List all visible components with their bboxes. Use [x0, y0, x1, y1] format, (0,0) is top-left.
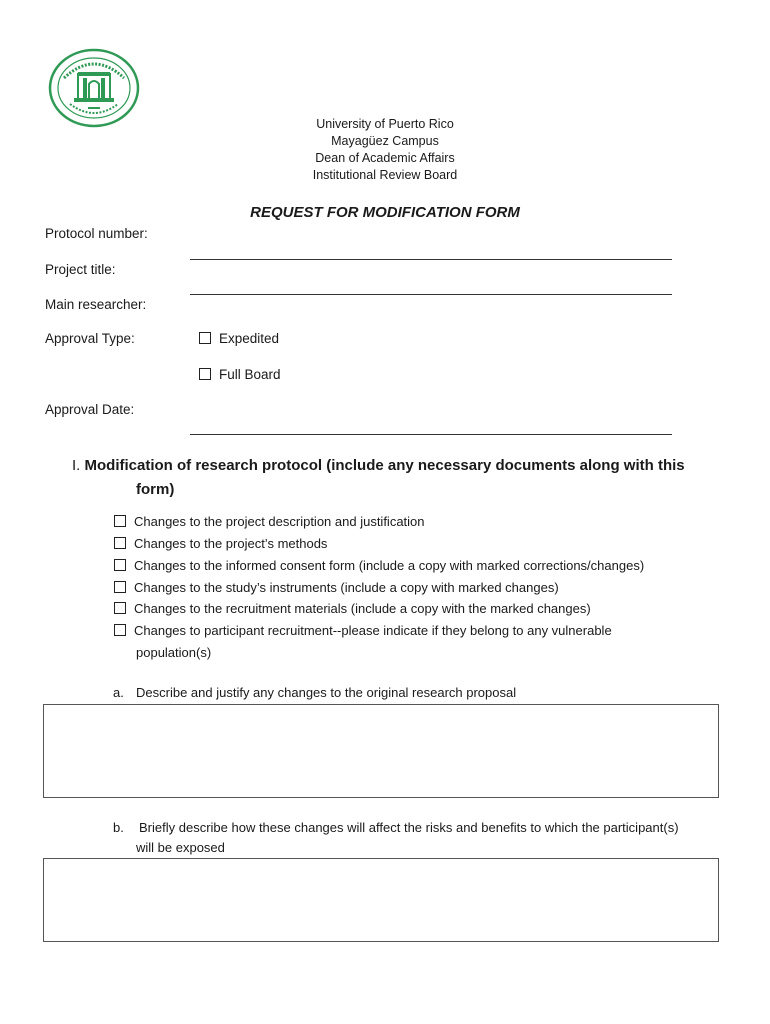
section-1-heading: [72, 454, 712, 502]
form-title: REQUEST FOR MODIFICATION FORM: [250, 204, 520, 221]
project-title-line[interactable]: [190, 294, 672, 295]
change-item[interactable]: [114, 623, 612, 638]
header-dean: Dean of Academic Affairs: [315, 151, 455, 165]
change-item[interactable]: [114, 514, 425, 529]
section-1-number: I.: [72, 457, 81, 474]
approval-date-line[interactable]: [190, 434, 672, 435]
section-1-title-line2: form): [136, 481, 175, 498]
approval-option-full-board[interactable]: [199, 367, 281, 382]
protocol-number-label: Protocol number:: [45, 226, 148, 241]
approval-option-expedited[interactable]: [199, 331, 279, 346]
approval-type-label: Approval Type:: [45, 331, 135, 346]
change-label: Changes to the study’s instruments (include a copy with marked changes): [134, 580, 559, 595]
full-board-label: Full Board: [219, 367, 281, 382]
main-researcher-label: Main researcher:: [45, 297, 147, 312]
question-a-marker: a.: [113, 685, 124, 700]
change-checkbox[interactable]: [114, 537, 126, 549]
question-b-marker: b.: [113, 820, 124, 835]
change-label: Changes to the project description and justification: [134, 514, 425, 529]
approval-date-label: Approval Date:: [45, 402, 135, 417]
change-item[interactable]: [114, 601, 591, 616]
expedited-label: Expedited: [219, 331, 280, 346]
change-checkbox[interactable]: [114, 602, 126, 614]
question-b-text-line2: will be exposed: [136, 840, 225, 855]
answer-a-textarea[interactable]: [43, 704, 719, 798]
answer-b-textarea[interactable]: [43, 858, 719, 942]
seal-icon: [48, 48, 140, 128]
project-title-label: Project title:: [45, 262, 116, 277]
header-irb: Institutional Review Board: [312, 168, 458, 182]
change-checkbox[interactable]: [114, 624, 126, 636]
change-item[interactable]: [114, 536, 327, 551]
question-b-text-line1: Briefly describe how these changes will affect the risks and benefits to which the participant(s): [139, 820, 679, 835]
change-label: Changes to the recruitment materials (include a copy with the marked changes): [134, 601, 591, 616]
change-label: Changes to participant recruitment--please indicate if they belong to any vulnerable: [134, 623, 612, 638]
expedited-checkbox[interactable]: [199, 332, 211, 344]
section-1-title-line1: Modification of research protocol (include any necessary documents along with this: [84, 457, 685, 474]
change-item[interactable]: [114, 558, 644, 573]
change-label: Changes to the project’s methods: [134, 536, 328, 551]
full-board-checkbox[interactable]: [199, 368, 211, 380]
change-item[interactable]: [114, 580, 559, 595]
change-label: Changes to the informed consent form (include a copy with marked corrections/changes): [134, 558, 645, 573]
header-campus: Mayagüez Campus: [331, 134, 439, 148]
change-item-continuation: population(s): [136, 645, 212, 660]
header-university: University of Puerto Rico: [316, 117, 454, 131]
change-checkbox[interactable]: [114, 559, 126, 571]
protocol-number-line[interactable]: [190, 259, 672, 260]
university-seal: [48, 48, 140, 128]
change-checkbox[interactable]: [114, 581, 126, 593]
question-a-text: Describe and justify any changes to the original research proposal: [136, 685, 517, 700]
change-checkbox[interactable]: [114, 515, 126, 527]
